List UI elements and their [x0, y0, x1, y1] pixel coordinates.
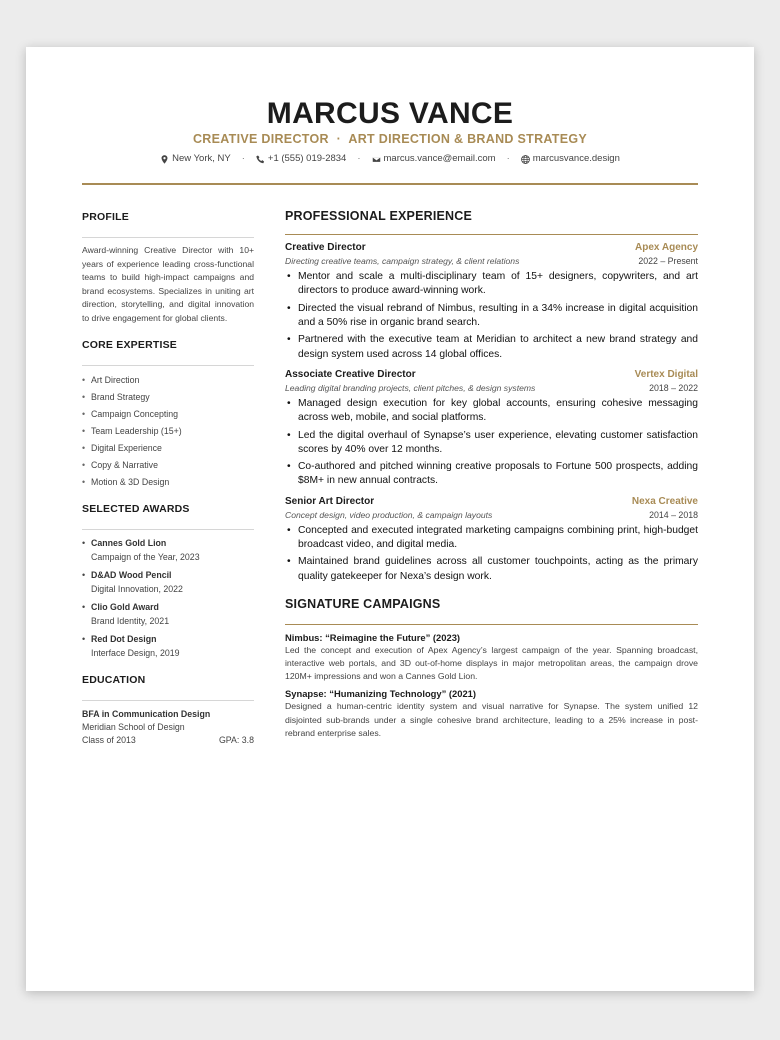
tagline-focus: ART DIRECTION & BRAND STRATEGY [348, 132, 588, 146]
job-entry [285, 241, 698, 362]
email-text: marcus.vance@email.com [383, 153, 496, 164]
job-dates: 2022 – Present [638, 256, 698, 266]
map-pin-icon [160, 155, 169, 164]
tagline-separator: · [336, 132, 342, 146]
job-company: Vertex Digital [634, 368, 698, 380]
candidate-name: MARCUS VANCE [266, 97, 514, 130]
campaigns-heading: SIGNATURE CAMPAIGNS [285, 596, 441, 611]
header-divider [82, 183, 698, 185]
resume-page [26, 47, 754, 991]
list-item: • Copy & Narrative [82, 457, 254, 474]
list-item: • Maintained brand guidelines across all customer touchpoints, acting as the primary quality gatekeeper for Nexa’s design work. [285, 555, 698, 583]
experience-heading: PROFESSIONAL EXPERIENCE [285, 209, 473, 223]
contact-bar [26, 152, 754, 166]
award-title: • Red Dot Design [91, 633, 157, 644]
job-title: Associate Creative Director [285, 368, 416, 380]
campaign-entry [285, 631, 698, 684]
list-item: • Art Direction [82, 372, 254, 389]
list-item: • Brand Strategy [82, 389, 254, 406]
section-divider [82, 700, 254, 701]
list-item [82, 568, 254, 596]
section-divider [82, 237, 254, 238]
envelope-icon [372, 155, 381, 164]
section-divider [82, 365, 254, 366]
list-item: • Managed design execution for key global accounts, ensuring cohesive messaging across web, mobile, and social platforms. [285, 397, 698, 425]
job-entry [285, 368, 698, 489]
list-item [82, 536, 254, 564]
website-text: marcusvance.design [532, 153, 620, 164]
job-meta-row [285, 255, 698, 268]
campaign-text: Led the concept and execution of Apex Agency’s largest campaign of the year. Spanning broadcast, interactive web portals, and 3D out-of-home displays in major metropolitan areas, the campaign drove 120M+ impressions and won a Cannes Gold Lion. [285, 644, 698, 682]
job-dates: 2014 – 2018 [649, 509, 698, 520]
location-text: New York, NY [172, 153, 231, 164]
list-item: • Campaign Concepting [82, 406, 254, 423]
award-detail: Campaign of the Year, 2023 [91, 551, 200, 562]
job-bullets [285, 270, 698, 362]
contact-website[interactable] [521, 152, 620, 166]
list-item: • Partnered with the executive team at Meridian to architect a new brand strategy and design system used across 14 global offices. [285, 333, 698, 361]
list-item: • Concepted and executed integrated marketing campaigns combining print, high-budget broadcast video, and digital media. [285, 524, 698, 552]
education-degree: BFA in Communication Design [82, 708, 211, 719]
contact-email[interactable] [372, 152, 496, 166]
awards-list [82, 536, 254, 660]
globe-icon [521, 155, 530, 164]
tagline [26, 131, 754, 147]
resume-header [26, 97, 754, 166]
education-school-row [82, 721, 254, 735]
job-title: Creative Director [285, 242, 366, 253]
job-bullets [285, 524, 698, 584]
education-gpa: GPA: 3.8 [218, 735, 254, 746]
contact-separator: · [241, 153, 245, 164]
section-divider [285, 624, 698, 625]
list-item: • Team Leadership (15+) [82, 423, 254, 440]
expertise-list [82, 372, 254, 491]
education-class: Class of 2013 [82, 735, 136, 746]
job-dates: 2018 – 2022 [649, 382, 698, 393]
job-entry [285, 495, 698, 584]
section-divider [82, 529, 254, 530]
phone-icon [256, 155, 265, 164]
list-item: • Co-authored and pitched winning creative proposals to Fortune 500 prospects, adding $8M+ in new annual contracts. [285, 460, 698, 488]
phone-text: +1 (555) 019-2834 [267, 153, 347, 164]
job-meta-row [285, 382, 698, 395]
award-title: • D&AD Wood Pencil [91, 569, 172, 580]
expertise-heading: CORE EXPERTISE [82, 338, 177, 351]
sidebar-column [82, 211, 254, 748]
job-title-row [285, 495, 698, 509]
job-description: Directing creative teams, campaign strategy, & client relations [285, 256, 520, 266]
contact-separator: · [357, 153, 361, 164]
contact-separator: · [506, 153, 510, 164]
job-title: Senior Art Director [285, 495, 375, 507]
education-class-row [82, 734, 254, 748]
campaign-entry [285, 687, 698, 740]
award-detail: Interface Design, 2019 [91, 647, 180, 658]
awards-heading: SELECTED AWARDS [82, 502, 190, 515]
main-column [285, 209, 698, 744]
campaign-text: Designed a human-centric identity system and visual narrative for Synapse. The system unified 12 disjointed sub-brands under a single cohesive brand architecture, leading to a 25% increase in post-rebrand enterprise sales. [285, 701, 698, 738]
contact-phone [256, 152, 346, 166]
campaign-title: Synapse: “Humanizing Technology” (2021) [285, 688, 477, 700]
education-school: Meridian School of Design [82, 721, 185, 732]
list-item: • Digital Experience [82, 440, 254, 457]
tagline-role: CREATIVE DIRECTOR [192, 132, 329, 146]
job-company: Apex Agency [635, 242, 698, 253]
list-item: • Motion & 3D Design [82, 474, 254, 491]
section-divider [285, 234, 698, 235]
job-description: Leading digital branding projects, client pitches, & design systems [285, 382, 536, 393]
job-bullets [285, 397, 698, 489]
list-item [82, 632, 254, 660]
job-title-row [285, 368, 698, 382]
list-item: • Mentor and scale a multi-disciplinary team of 15+ designers, copywriters, and art directors to produce award-winning work. [285, 270, 698, 298]
job-title-row [285, 241, 698, 255]
award-detail: Digital Innovation, 2022 [91, 583, 183, 594]
profile-heading: PROFILE [82, 211, 129, 223]
campaign-title: Nimbus: “Reimagine the Future” (2023) [285, 631, 461, 643]
award-title: • Cannes Gold Lion [91, 537, 167, 548]
job-company: Nexa Creative [631, 495, 698, 507]
list-item: • Directed the visual rebrand of Nimbus, resulting in a 34% increase in digital acquisition and a 50% rise in organic brand search. [285, 302, 698, 330]
profile-text: Award-winning Creative Director with 10+ years of experience leading cross-functional teams to build high-impact campaigns and brand ecosystems. Specializes in uniting art direction, storytelling, and digital innovation to drive engagement for global clients. [82, 245, 254, 323]
education-heading: EDUCATION [82, 673, 146, 686]
list-item [82, 600, 254, 628]
job-description: Concept design, video production, & campaign layouts [285, 509, 493, 520]
contact-location [160, 152, 231, 166]
award-detail: Brand Identity, 2021 [91, 615, 170, 626]
list-item: • Led the digital overhaul of Synapse’s user experience, elevating customer satisfaction scores by 40% over 12 months. [285, 429, 698, 457]
job-meta-row [285, 509, 698, 522]
award-title: • Clio Gold Award [91, 601, 159, 612]
